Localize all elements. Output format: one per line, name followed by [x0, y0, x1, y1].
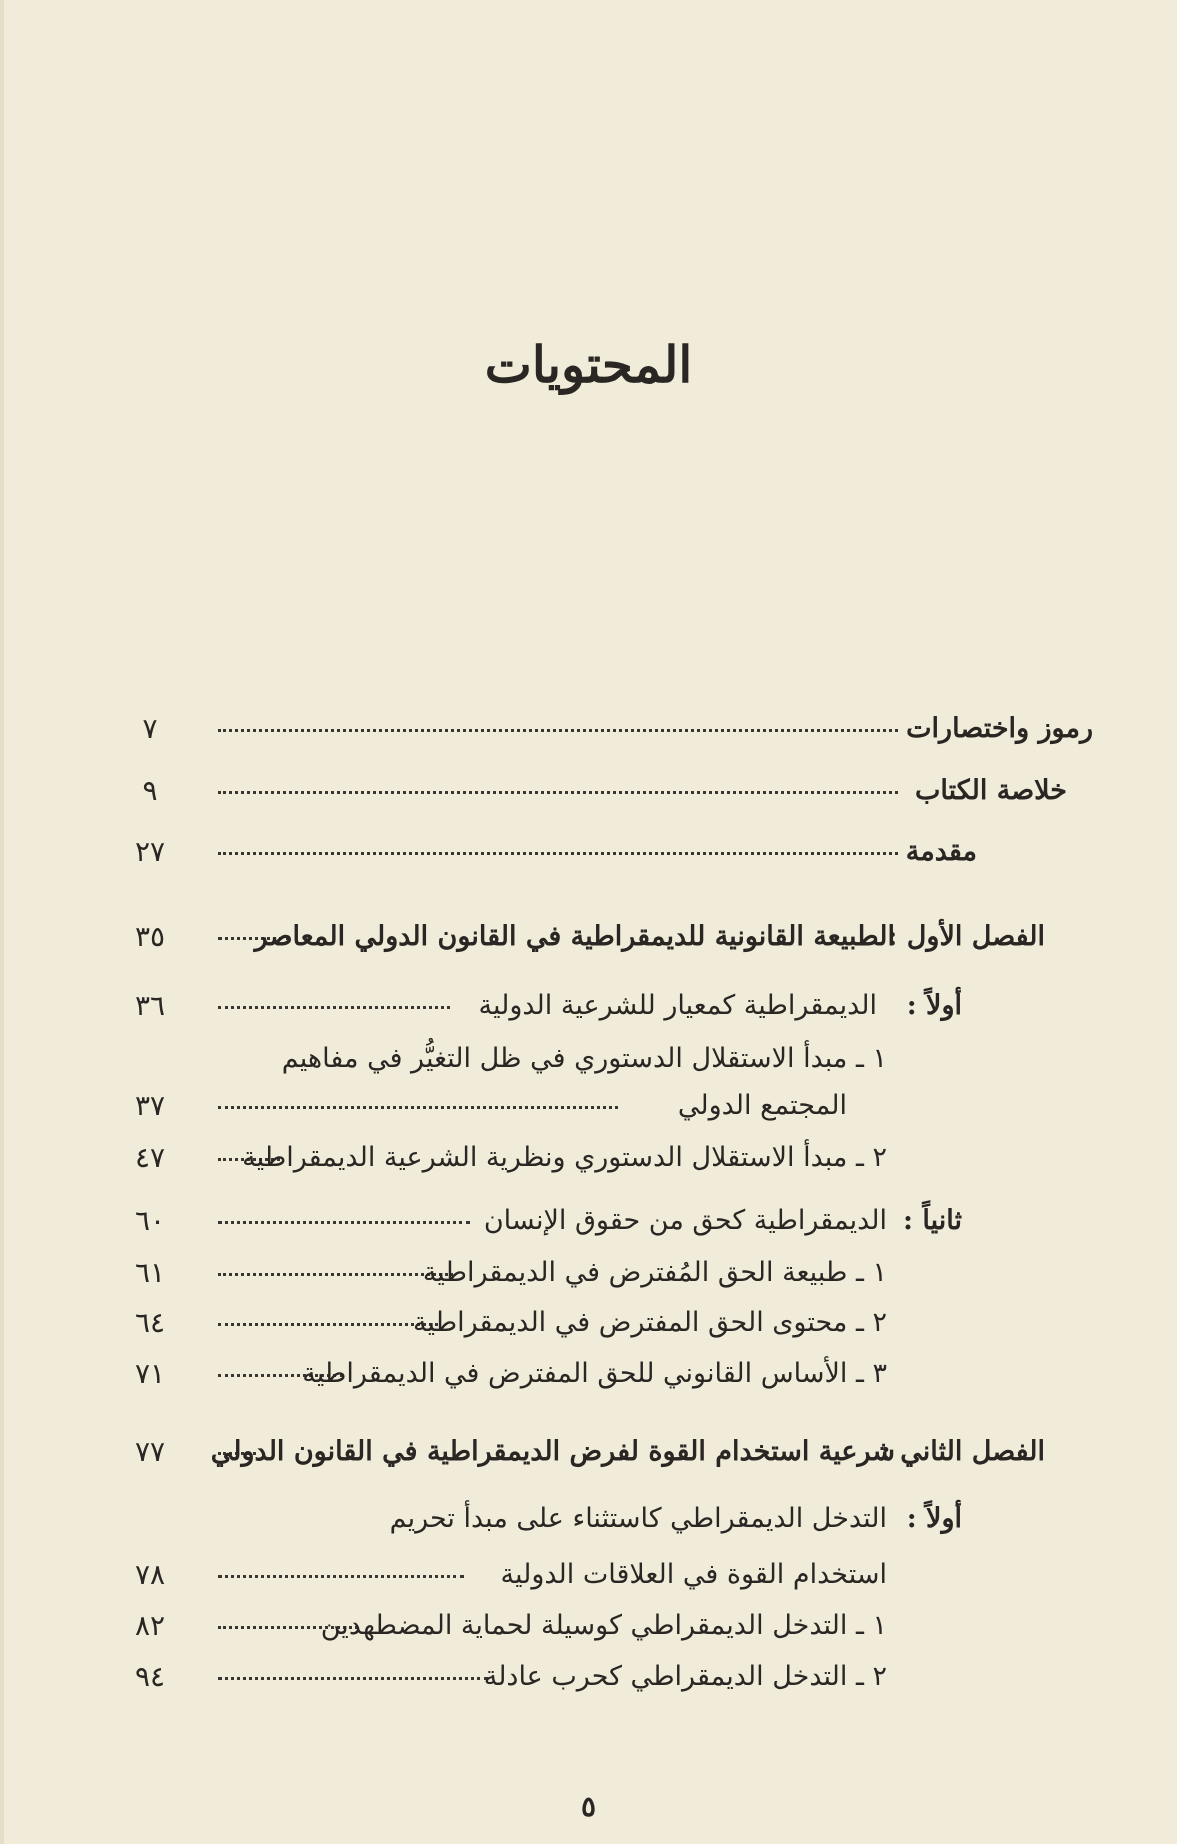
entry-title: شرعية استخدام القوة لفرض الديمقراطية في القانون الدولي — [210, 1436, 895, 1467]
page-number: ٧٨ — [134, 1558, 166, 1591]
page-number: ٩٤ — [134, 1660, 166, 1693]
entry-title: مقدمة — [905, 836, 977, 867]
leader-dots — [218, 1575, 464, 1578]
page-number: ٦١ — [134, 1256, 166, 1289]
page-title: المحتويات — [484, 335, 693, 394]
toc-entry — [0, 1553, 1177, 1597]
chapter-label: الفصل الثاني : — [880, 1436, 1045, 1467]
toc-entry-section — [0, 984, 1177, 1028]
leader-dots — [218, 1221, 470, 1224]
entry-title: ٢ ـ محتوى الحق المفترض في الديمقراطية — [412, 1307, 887, 1338]
leader-dots — [218, 1106, 618, 1109]
entry-title: ٢ ـ التدخل الديمقراطي كحرب عادلة — [483, 1661, 887, 1692]
entry-title: ١ ـ طبيعة الحق المُفترض في الديمقراطية — [422, 1257, 887, 1288]
toc-entry-section — [0, 1199, 1177, 1243]
leader-dots — [218, 852, 898, 855]
leader-dots — [218, 1006, 450, 1009]
page-number: ٩ — [142, 774, 158, 807]
toc-entry — [0, 1251, 1177, 1295]
page-number: ٧ — [142, 712, 158, 745]
page-number: ٨٢ — [134, 1609, 166, 1642]
leader-dots — [218, 1273, 453, 1276]
toc-entry-chapter — [0, 1430, 1177, 1474]
entry-title: استخدام القوة في العلاقات الدولية — [500, 1559, 887, 1590]
entry-title: رموز واختصارات — [906, 713, 1093, 744]
toc-entry-section — [0, 1497, 1177, 1541]
toc-entry — [0, 1352, 1177, 1396]
leader-dots — [218, 1323, 438, 1326]
page-number: ٣٦ — [134, 989, 166, 1022]
toc-entry — [0, 1084, 1177, 1128]
entry-title: الديمقراطية كحق من حقوق الإنسان — [483, 1205, 887, 1236]
toc-entry — [0, 1655, 1177, 1699]
page-number: ٧١ — [134, 1357, 166, 1390]
leader-dots — [218, 791, 898, 794]
page-number: ٧٧ — [134, 1435, 166, 1468]
entry-title: ٣ ـ الأساس القانوني للحق المفترض في الديمقراطية — [302, 1358, 887, 1389]
page-number: ٦٤ — [134, 1306, 166, 1339]
entry-title: خلاصة الكتاب — [914, 775, 1067, 806]
toc-entry — [0, 1604, 1177, 1648]
entry-title: التدخل الديمقراطي كاستثناء على مبدأ تحريم — [389, 1503, 887, 1534]
leader-dots — [218, 1677, 488, 1680]
entry-title: المجتمع الدولي — [677, 1090, 847, 1121]
page-number: ٢٧ — [134, 835, 166, 868]
toc-entry — [0, 1301, 1177, 1345]
chapter-label: الفصل الأول : — [887, 921, 1045, 952]
entry-title: ٢ ـ مبدأ الاستقلال الدستوري ونظرية الشرعية الديمقراطية — [242, 1142, 887, 1173]
entry-title: ١ ـ التدخل الديمقراطي كوسيلة لحماية المضطهدين — [320, 1610, 887, 1641]
section-label: ثانياً : — [903, 1205, 962, 1236]
page-number: ٣٥ — [134, 920, 166, 953]
page-number: ٤٧ — [134, 1141, 166, 1174]
entry-title: الديمقراطية كمعيار للشرعية الدولية — [478, 990, 877, 1021]
entry-title: ١ ـ مبدأ الاستقلال الدستوري في ظل التغيُّر في مفاهيم — [281, 1043, 887, 1074]
page-folio-number: ٥ — [580, 1790, 597, 1823]
page-number: ٦٠ — [134, 1204, 166, 1237]
page-number: ٣٧ — [134, 1089, 166, 1122]
section-label: أولاً : — [906, 1503, 962, 1534]
section-label: أولاً : — [906, 990, 962, 1021]
entry-title: الطبيعة القانونية للديمقراطية في القانون الدولي المعاصر — [254, 921, 895, 952]
toc-entry-chapter — [0, 915, 1177, 959]
toc-entry — [0, 769, 1177, 813]
toc-entry — [0, 1136, 1177, 1180]
toc-entry-line — [0, 1037, 1177, 1081]
toc-entry — [0, 707, 1177, 751]
toc-entry — [0, 830, 1177, 874]
leader-dots — [218, 729, 898, 732]
